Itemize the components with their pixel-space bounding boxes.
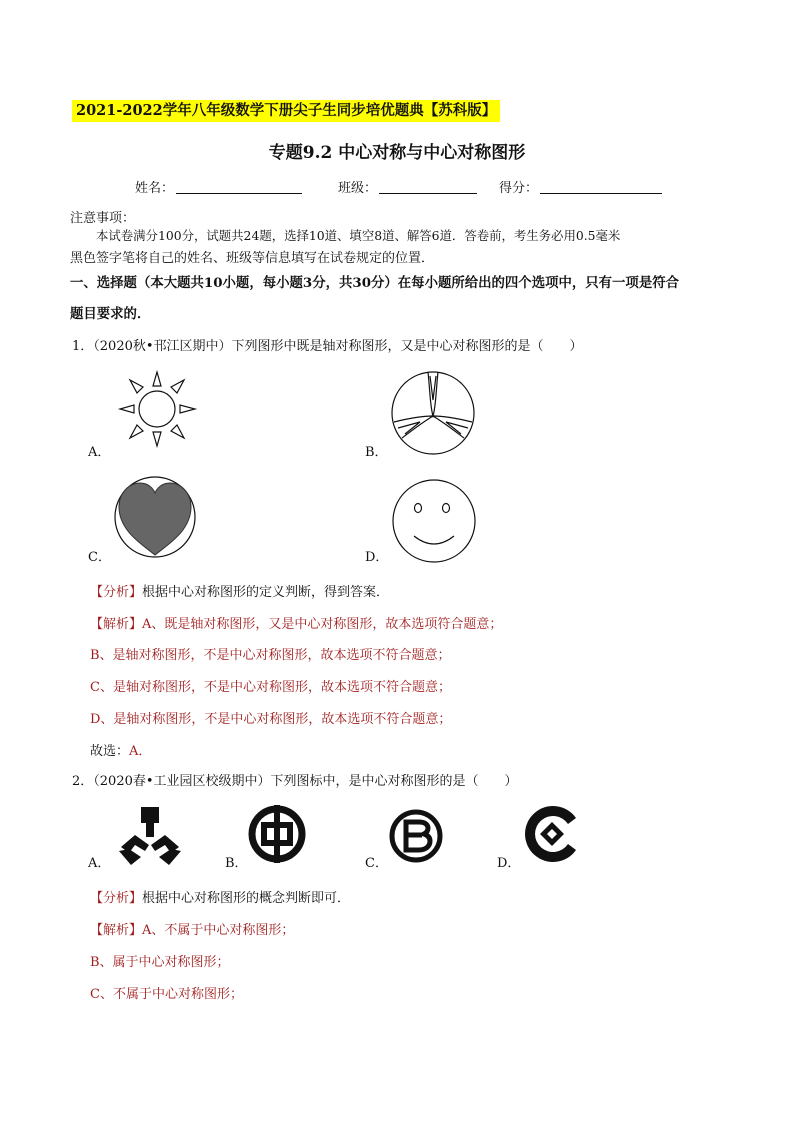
section-heading-line-1: 一、选择题（本大题共10小题，每小题3分，共30分）在每小题所给出的四个选项中，只有一项是符合 bbox=[70, 275, 679, 291]
page-title: 专题9.2 中心对称与中心对称图形 bbox=[268, 143, 526, 163]
notice-heading: 注意事项： bbox=[70, 211, 136, 226]
q2-analysis bbox=[90, 887, 350, 906]
score-field bbox=[499, 177, 662, 196]
q2-solution-a bbox=[90, 919, 294, 938]
q1-solution-b: B、是轴对称图形，不是中心对称图形，故本选项不符合题意； bbox=[90, 648, 451, 663]
q2-option-d-label[interactable]: D． bbox=[497, 856, 521, 871]
q1-option-a-sun-figure bbox=[118, 368, 200, 450]
q2-option-a-trefoil-logo bbox=[119, 807, 181, 865]
q1-option-d-smiley-figure bbox=[391, 478, 477, 564]
q1-solution-a-text: A、既是轴对称图形，又是中心对称图形，故本选项符合题意； bbox=[142, 617, 503, 632]
q2-option-c-b-logo bbox=[388, 808, 444, 864]
q2-option-d-c-logo bbox=[522, 804, 582, 864]
q1-analysis bbox=[90, 581, 389, 600]
q1-analysis-text: 根据中心对称图形的定义判断，得到答案． bbox=[142, 585, 390, 600]
class-field bbox=[338, 177, 477, 196]
q1-solution-c: C、是轴对称图形，不是中心对称图形，故本选项不符合题意； bbox=[90, 680, 451, 695]
notice-line-2: 黑色签字笔将自己的姓名、班级等信息填写在试卷规定的位置． bbox=[70, 251, 435, 266]
q1-option-a-label[interactable]: A． bbox=[88, 445, 111, 460]
q1-option-b-circle-figure bbox=[390, 370, 476, 456]
class-label: 班级： bbox=[338, 181, 378, 196]
section-heading-line-2: 题目要求的． bbox=[70, 306, 151, 322]
q1-option-c-heart-figure bbox=[113, 475, 197, 559]
q2-option-c-label[interactable]: C． bbox=[365, 856, 388, 871]
q2-stem: 2．（2020春•工业园区校级期中）下列图标中，是中心对称图形的是（ ） bbox=[72, 774, 518, 789]
q1-analysis-tag: 【分析】 bbox=[90, 585, 143, 600]
q2-solution-c: C、不属于中心对称图形； bbox=[90, 987, 243, 1002]
q2-analysis-text: 根据中心对称图形的概念判断即可． bbox=[142, 891, 351, 906]
notice-line-1: 本试卷满分100分，试题共24题，选择10道、填空8道、解答6道．答卷前，考生务必用0.5毫米 bbox=[96, 228, 621, 243]
q1-solution-tag: 【解析】 bbox=[90, 617, 143, 632]
q2-analysis-tag: 【分析】 bbox=[90, 891, 143, 906]
q1-solution-d: D、是轴对称图形，不是中心对称图形，故本选项不符合题意； bbox=[90, 712, 452, 727]
score-blank[interactable] bbox=[540, 193, 662, 194]
q1-answer-value: A． bbox=[129, 744, 152, 759]
name-field bbox=[135, 177, 302, 196]
q2-option-b-coin-logo bbox=[248, 805, 306, 863]
score-label: 得分： bbox=[499, 181, 539, 196]
q2-solution-b: B、属于中心对称图形； bbox=[90, 955, 230, 970]
q1-option-b-label[interactable]: B． bbox=[365, 445, 388, 460]
q2-option-b-label[interactable]: B． bbox=[225, 856, 248, 871]
q1-answer-prefix: 故选： bbox=[90, 744, 130, 759]
q2-option-a-label[interactable]: A． bbox=[88, 856, 111, 871]
q2-solution-tag: 【解析】 bbox=[90, 923, 143, 938]
series-banner: 2021-2022学年八年级数学下册尖子生同步培优题典【苏科版】 bbox=[72, 100, 500, 122]
name-label: 姓名： bbox=[135, 181, 175, 196]
q1-solution-a bbox=[90, 613, 502, 632]
q1-answer bbox=[90, 740, 151, 759]
q2-solution-a-text: A、不属于中心对称图形； bbox=[142, 923, 295, 938]
q1-option-d-label[interactable]: D． bbox=[365, 550, 389, 565]
q1-stem: 1．（2020秋•邗江区期中）下列图形中既是轴对称图形，又是中心对称图形的是（ ） bbox=[72, 339, 583, 354]
name-blank[interactable] bbox=[176, 193, 302, 194]
q1-option-c-label[interactable]: C． bbox=[88, 550, 111, 565]
class-blank[interactable] bbox=[379, 193, 477, 194]
